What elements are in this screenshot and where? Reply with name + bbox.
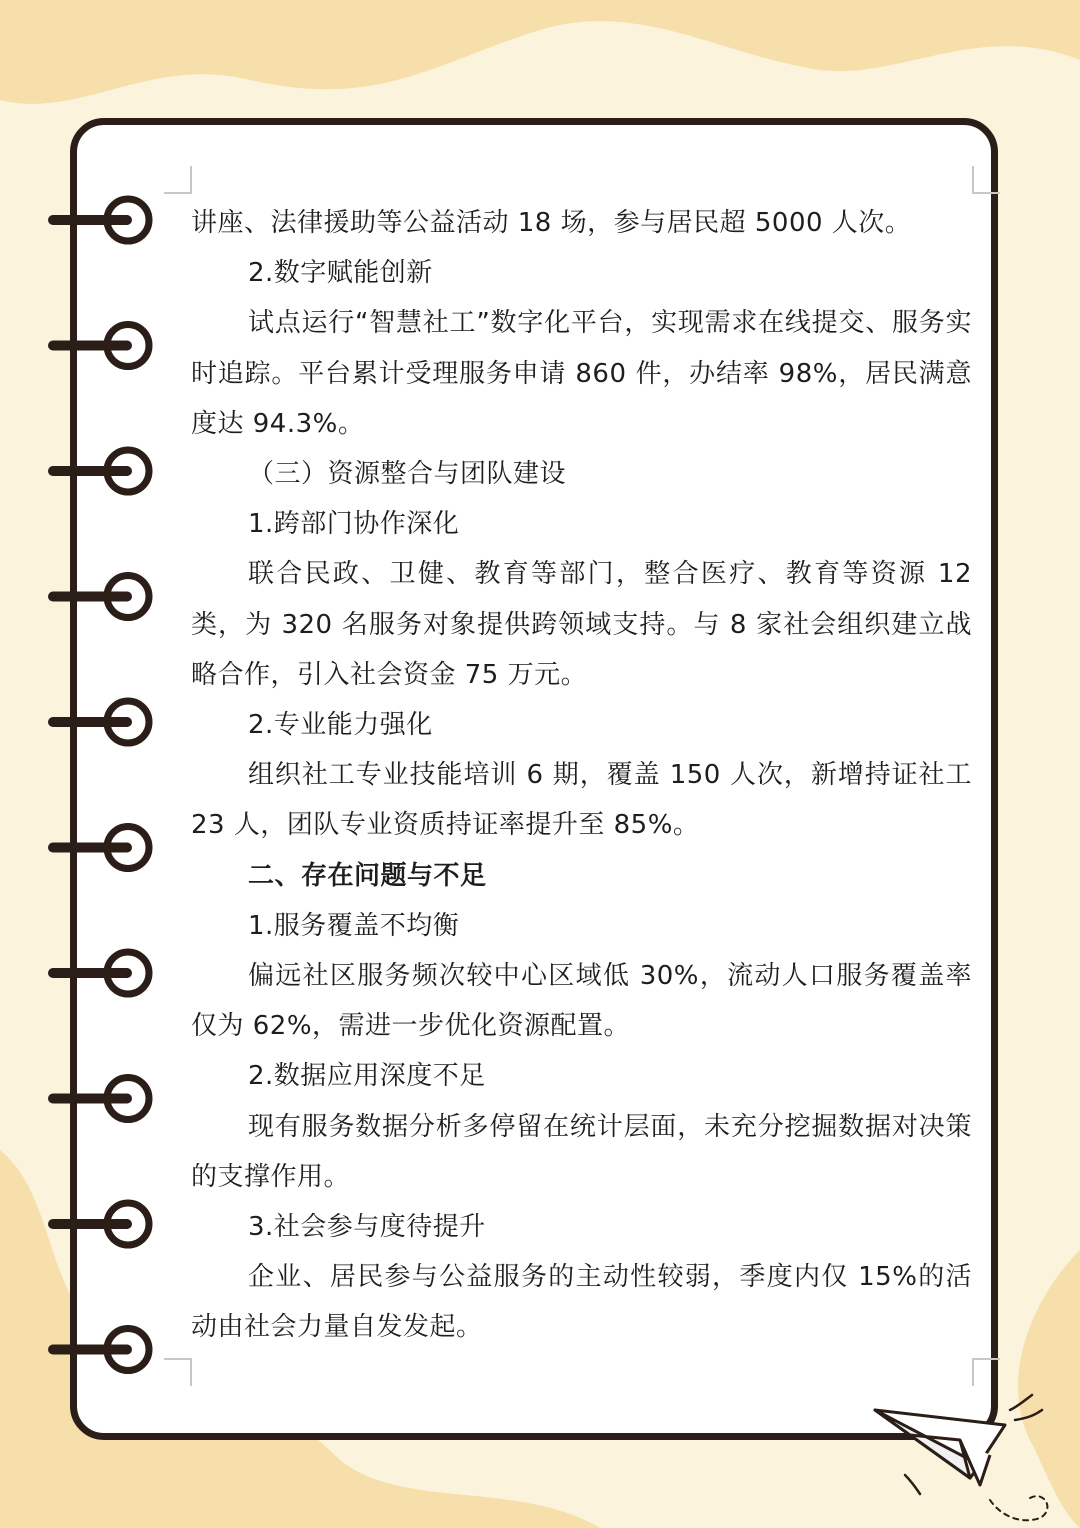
spiral-binding-ring-icon <box>48 827 149 869</box>
paragraph: 试点运行“智慧社工”数字化平台，实现需求在线提交、服务实时追踪。平台累计受理服务申请 860 件，办结率 98%，居民满意度达 94.3%。 <box>191 308 972 439</box>
paragraph: 讲座、法律援助等公益活动 18 场，参与居民超 5000 人次。 <box>191 208 912 238</box>
paragraph: 2.数据应用深度不足 <box>248 1061 486 1092</box>
spiral-binding-ring-icon <box>48 1329 149 1371</box>
paragraph: 2.数字赋能创新 <box>248 258 433 289</box>
paragraph: 联合民政、卫健、教育等部门，整合医疗、教育等资源 12 类，为 320 名服务对象提供跨领域支持。与 8 家社会组织建立战略合作，引入社会资金 75 万元。 <box>191 559 972 690</box>
spiral-binding-ring-icon <box>48 952 149 994</box>
paragraph: 现有服务数据分析多停留在统计层面，未充分挖掘数据对决策的支撑作用。 <box>191 1111 972 1192</box>
spiral-binding-ring-icon <box>48 450 149 492</box>
spiral-binding-ring-icon <box>48 1203 149 1245</box>
section-heading: 二、存在问题与不足 <box>248 860 487 891</box>
corner-mark-bottom-right <box>972 1358 1000 1386</box>
paragraph: 1.服务覆盖不均衡 <box>248 910 460 941</box>
paragraph: 偏远社区服务频次较中心区域低 30%，流动人口服务覆盖率仅为 62%，需进一步优化资源配置。 <box>191 961 972 1042</box>
spiral-binding <box>40 185 170 1385</box>
paragraph: 企业、居民参与公益服务的主动性较弱，季度内仅 15%的活动由社会力量自发发起。 <box>191 1262 972 1343</box>
paragraph: 1.跨部门协作深化 <box>248 509 460 540</box>
corner-mark-top-right <box>972 166 1000 194</box>
spiral-binding-ring-icon <box>48 199 149 241</box>
paragraph: （三）资源整合与团队建设 <box>248 459 567 490</box>
paper-plane-icon <box>870 1390 1080 1528</box>
paragraph: 2.专业能力强化 <box>248 710 433 741</box>
paragraph: 3.社会参与度待提升 <box>248 1212 486 1243</box>
paragraph: 组织社工专业技能培训 6 期，覆盖 150 人次，新增持证社工 23 人，团队专业资质持证率提升至 85%。 <box>191 760 972 841</box>
document-body <box>191 198 972 1353</box>
spiral-binding-ring-icon <box>48 701 149 743</box>
spiral-binding-ring-icon <box>48 325 149 367</box>
spiral-binding-ring-icon <box>48 576 149 618</box>
spiral-binding-ring-icon <box>48 1078 149 1120</box>
